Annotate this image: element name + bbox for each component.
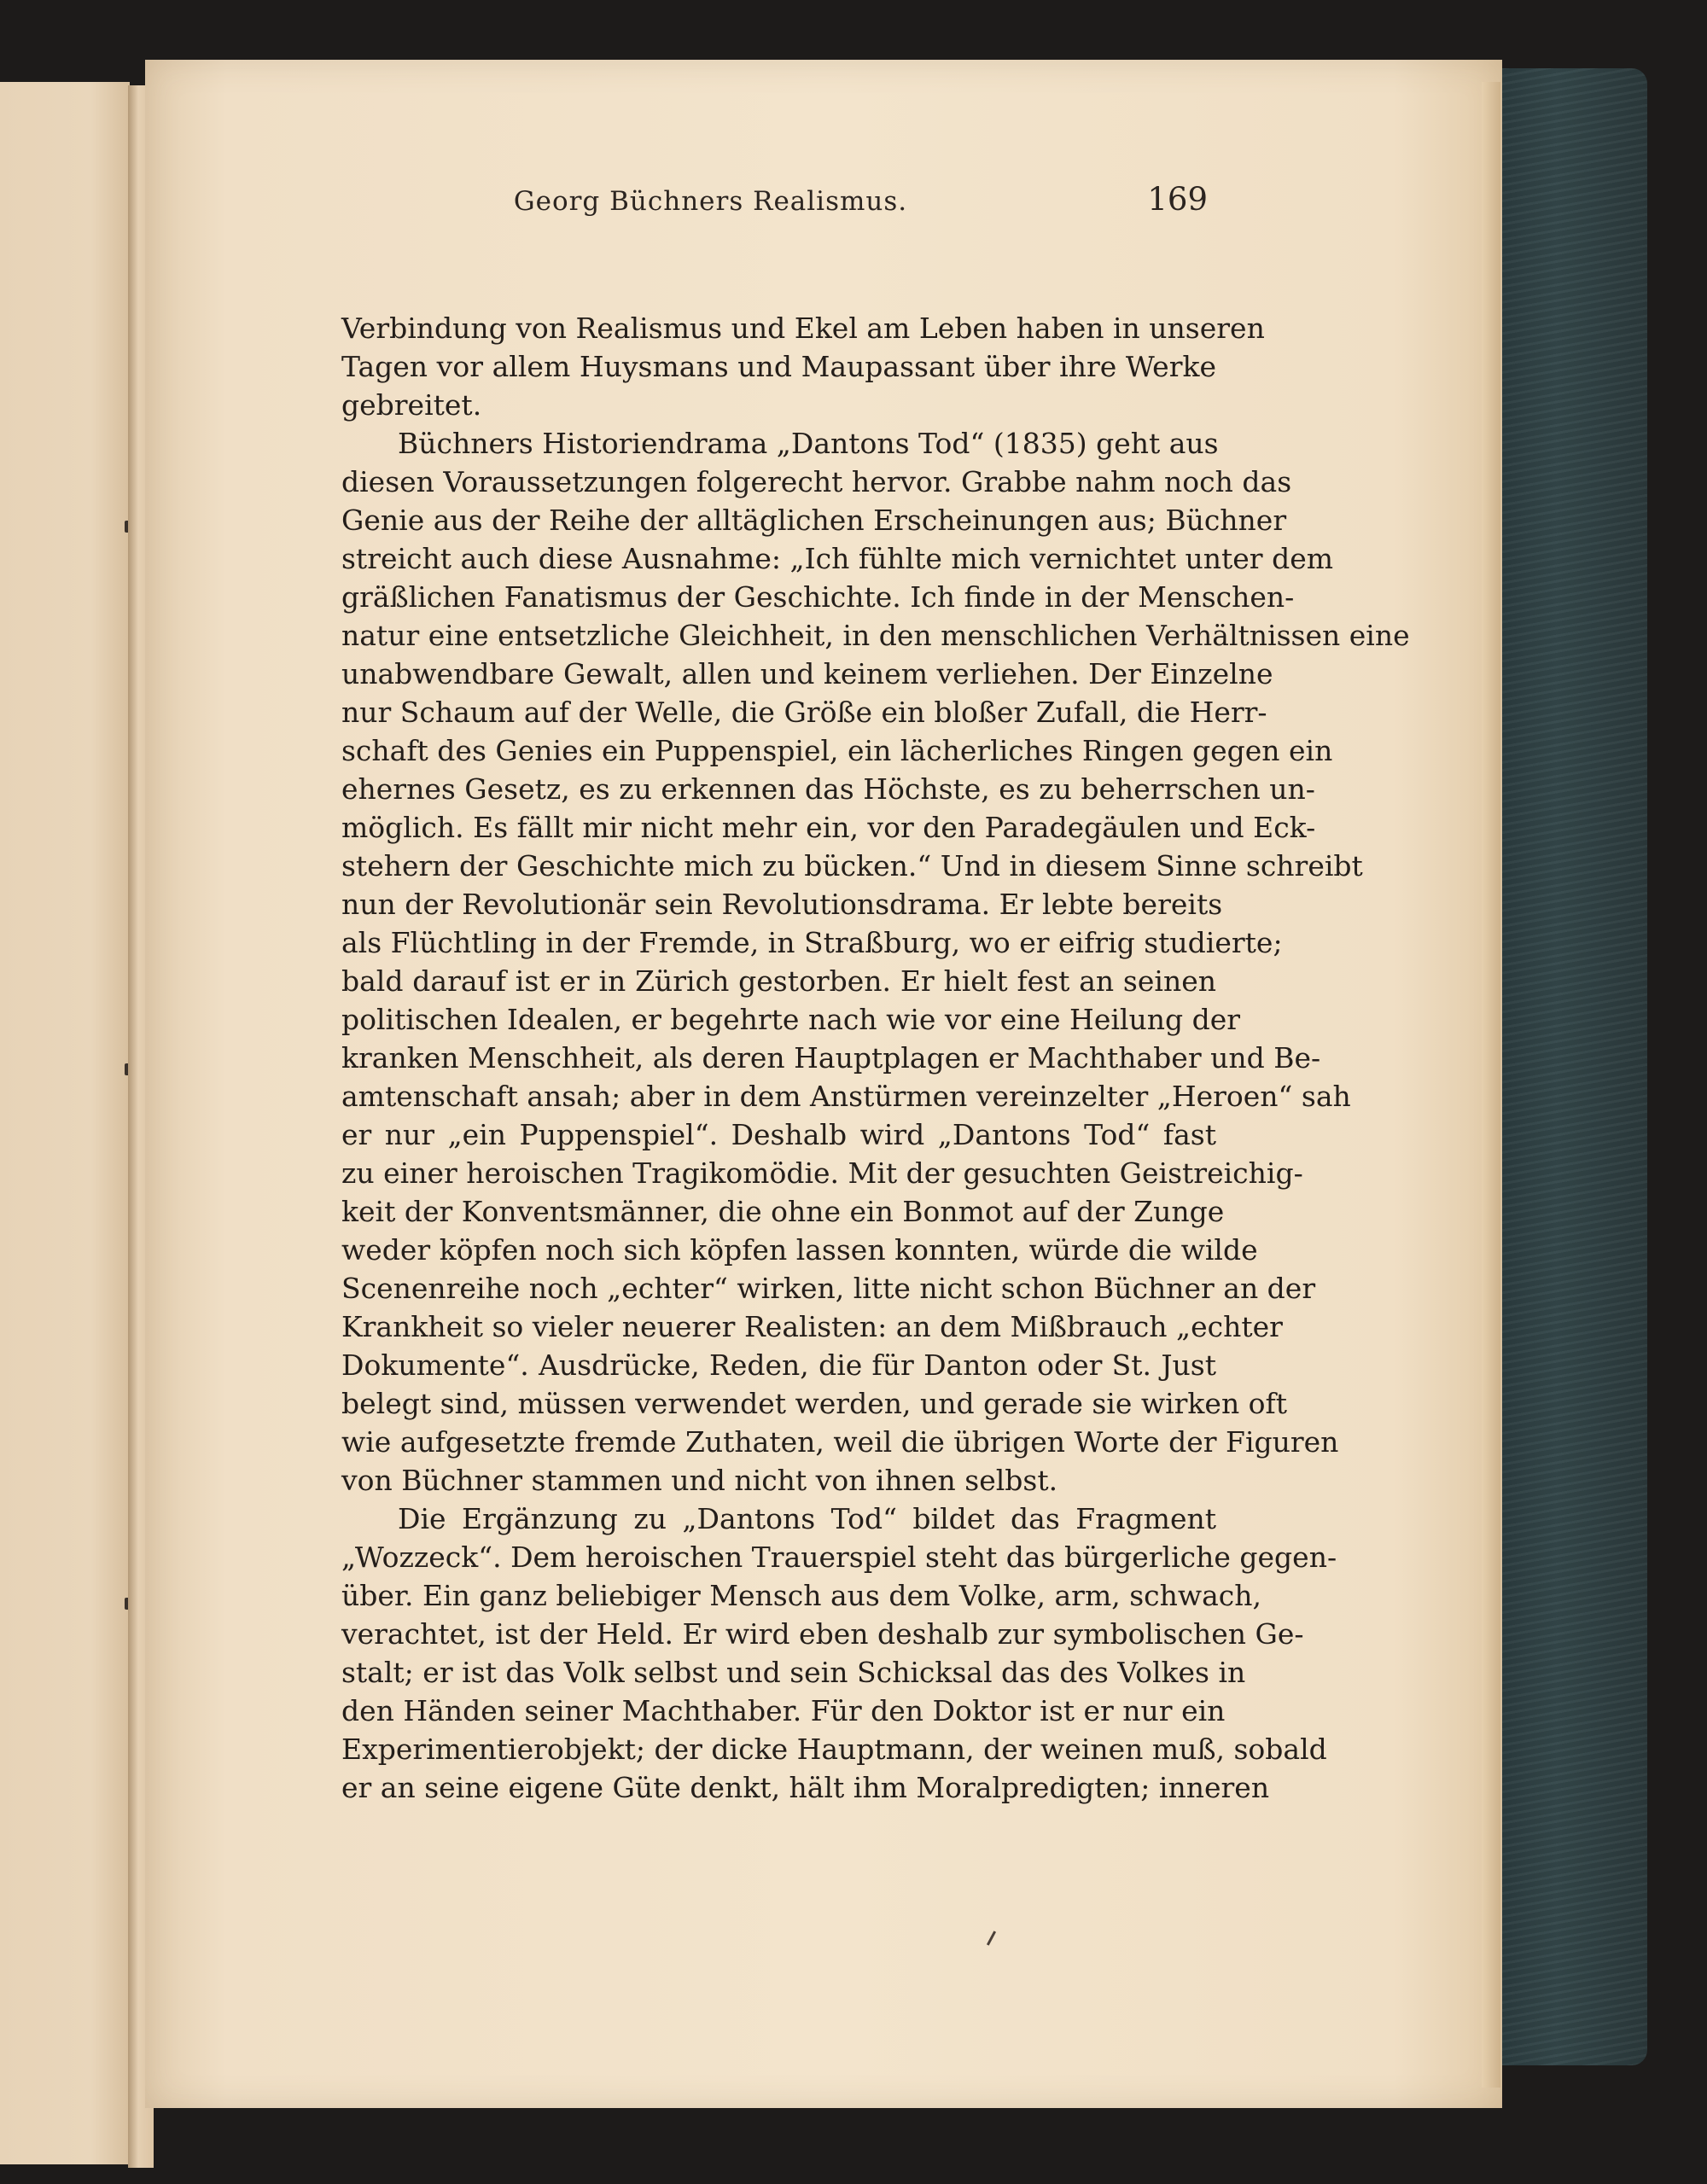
text-line: zu einer heroischen Tragikomödie. Mit der gesuchten Geistreichig- — [341, 1156, 1303, 1190]
text-line: Verbindung von Realismus und Ekel am Leben haben in unseren — [341, 312, 1265, 345]
text-line: von Büchner stammen und nicht von ihnen selbst. — [341, 1464, 1058, 1497]
body-text — [341, 309, 1410, 1807]
text-line: stalt; er ist das Volk selbst und sein Schicksal das des Volkes in — [341, 1656, 1246, 1689]
text-line: wie aufgesetzte fremde Zuthaten, weil die übrigen Worte der Figuren — [341, 1425, 1339, 1459]
text-line: verachtet, ist der Held. Er wird eben deshalb zur symbolischen Ge- — [341, 1617, 1304, 1651]
text-line: nun der Revolutionär sein Revolutionsdrama. Er lebte bereits — [341, 888, 1223, 921]
text-line: gebreitet. — [341, 388, 482, 422]
text-line: er nur „ein Puppenspiel“. Deshalb wird „Dantons Tod“ fast — [341, 1118, 1216, 1151]
page-fore-edge — [1482, 82, 1500, 2088]
text-line: Büchners Historiendrama „Dantons Tod“ (1835) geht aus — [398, 427, 1219, 460]
text-line: Experimentierobjekt; der dicke Hauptmann, der weinen muß, sobald — [341, 1733, 1327, 1766]
text-line: nur Schaum auf der Welle, die Größe ein bloßer Zufall, die Herr- — [341, 696, 1267, 729]
text-line: ehernes Gesetz, es zu erkennen das Höchste, es zu beherrschen un- — [341, 772, 1315, 806]
text-line: als Flüchtling in der Fremde, in Straßburg, wo er eifrig studierte; — [341, 926, 1283, 959]
text-line: unabwendbare Gewalt, allen und keinem verliehen. Der Einzelne — [341, 657, 1273, 690]
text-line: weder köpfen noch sich köpfen lassen konnten, würde die wilde — [341, 1233, 1258, 1267]
text-line: Dokumente“. Ausdrücke, Reden, die für Danton oder St. Just — [341, 1348, 1216, 1382]
text-line: kranken Menschheit, als deren Hauptplagen er Machthaber und Be- — [341, 1041, 1321, 1075]
running-head: Georg Büchners Realismus. — [513, 186, 908, 217]
text-line: diesen Voraussetzungen folgerecht hervor. Grabbe nahm noch das — [341, 465, 1292, 498]
text-line: er an seine eigene Güte denkt, hält ihm Moralpredigten; inneren — [341, 1771, 1270, 1804]
text-line: belegt sind, müssen verwendet werden, und gerade sie wirken oft — [341, 1387, 1288, 1420]
text-line: Tagen vor allem Huysmans und Maupassant über ihre Werke — [341, 350, 1216, 383]
text-line: möglich. Es fällt mir nicht mehr ein, vor den Paradegäulen und Eck- — [341, 811, 1316, 844]
text-line: stehern der Geschichte mich zu bücken.“ Und in diesem Sinne schreibt — [341, 849, 1363, 882]
text-line: gräßlichen Fanatismus der Geschichte. Ich finde in der Menschen- — [341, 580, 1295, 614]
text-line: keit der Konventsmänner, die ohne ein Bonmot auf der Zunge — [341, 1195, 1225, 1228]
page-header — [213, 181, 1208, 237]
text-line: streicht auch diese Ausnahme: „Ich fühlte mich vernichtet unter dem — [341, 542, 1334, 575]
previous-page-edge — [0, 82, 130, 2164]
page-number: 169 — [1147, 181, 1208, 218]
text-line: Genie aus der Reihe der alltäglichen Erscheinungen aus; Büchner — [341, 504, 1287, 537]
text-line: den Händen seiner Machthaber. Für den Doktor ist er nur ein — [341, 1694, 1226, 1727]
text-line: Scenenreihe noch „echter“ wirken, litte nicht schon Büchner an der — [341, 1272, 1316, 1305]
text-line: natur eine entsetzliche Gleichheit, in den menschlichen Verhältnissen eine — [341, 619, 1410, 652]
text-line: schaft des Genies ein Puppenspiel, ein lächerliches Ringen gegen ein — [341, 734, 1333, 767]
text-line: Die Ergänzung zu „Dantons Tod“ bildet das Fragment — [398, 1502, 1216, 1535]
text-line: politischen Idealen, er begehrte nach wie vor eine Heilung der — [341, 1003, 1241, 1036]
text-line: Krankheit so vieler neuerer Realisten: an dem Mißbrauch „echter — [341, 1310, 1283, 1343]
text-line: bald darauf ist er in Zürich gestorben. Er hielt fest an seinen — [341, 964, 1216, 998]
text-line: über. Ein ganz beliebiger Mensch aus dem Volke, arm, schwach, — [341, 1579, 1262, 1612]
text-line: „Wozzeck“. Dem heroischen Trauerspiel steht das bürgerliche gegen- — [341, 1540, 1337, 1574]
book-cover-edge — [1495, 68, 1647, 2065]
text-line: amtenschaft ansah; aber in dem Anstürmen vereinzelter „Heroen“ sah — [341, 1080, 1351, 1113]
